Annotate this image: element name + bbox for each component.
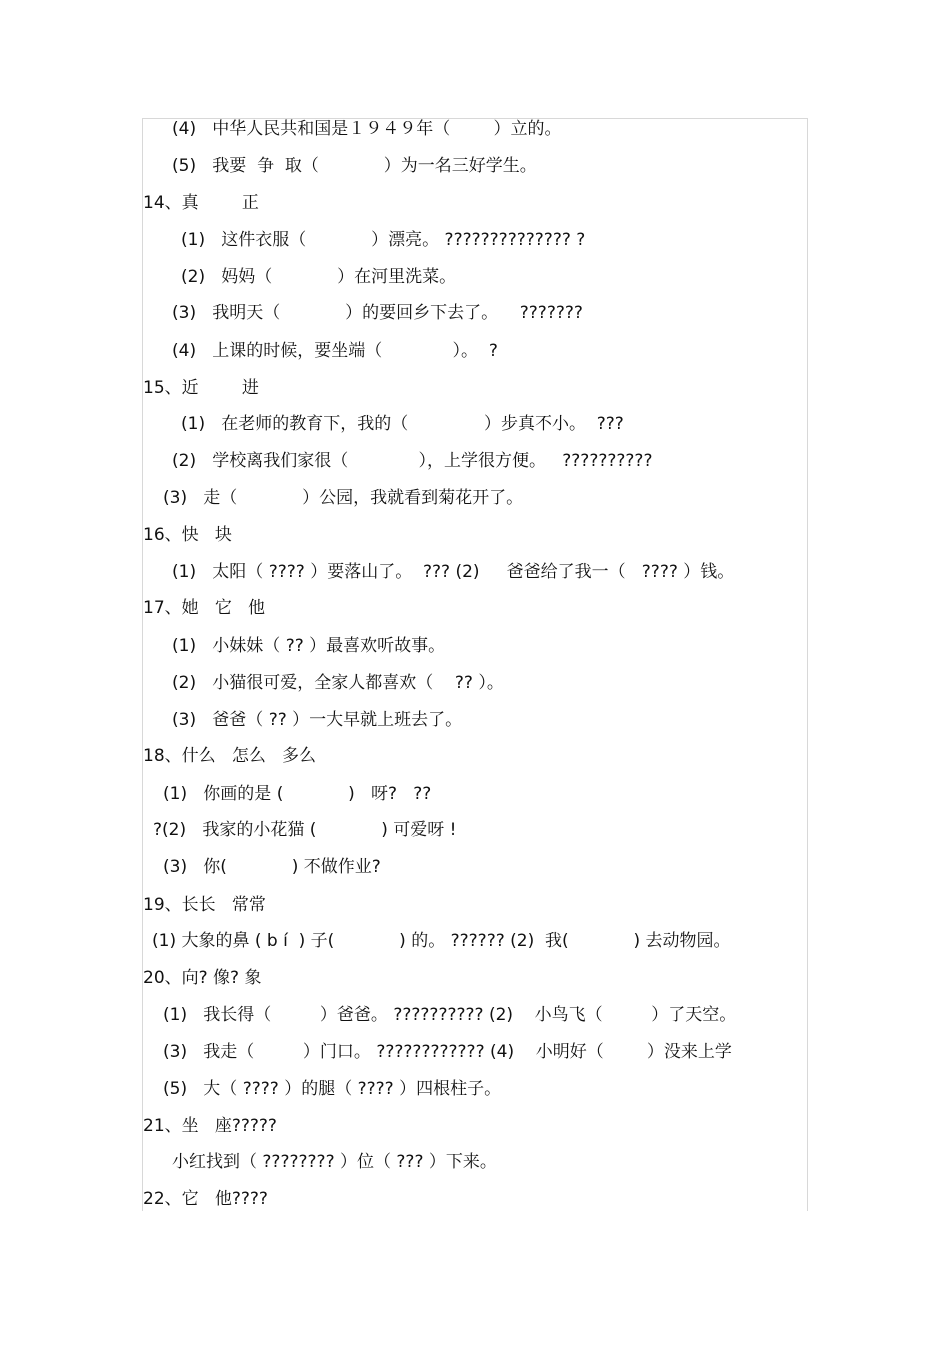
text-line: (3) 爸爸（ ?? ）一大早就上班去了。 (172, 710, 463, 730)
section-heading: 20、向? 像? 象 (143, 968, 262, 988)
text-line: (3) 走（ ）公园，我就看到菊花开了。 (163, 488, 524, 508)
text-line: (4) 中华人民共和国是１９４９年（ ）立的。 (172, 119, 562, 139)
section-heading: 14、真 正 (143, 193, 259, 213)
text-line: (1) 你画的是 ( ) 呀? ?? (163, 784, 432, 804)
text-line: (2) 学校离我们家很（ ），上学很方便。 ?????????? (172, 451, 653, 471)
section-heading: 16、快 块 (143, 525, 232, 545)
text-line: (3) 我走（ ）门口。 ???????????? (4) 小明好（ ）没来上学 (163, 1042, 732, 1062)
text-line: (1) 太阳（ ???? ）要落山了。 ??? (2) 爸爸给了我一（ ???? ）钱。 (172, 562, 735, 582)
section-heading: 22、它 他???? (143, 1189, 268, 1209)
section-heading: 19、长长 常常 (143, 895, 266, 915)
text-line: (3) 你( ) 不做作业? (163, 857, 381, 877)
text-line: (3) 我明天（ ）的要回乡下去了。 ??????? (172, 303, 583, 323)
text-line: (1) 我长得（ ）爸爸。 ?????????? (2) 小鸟飞（ ）了天空。 (163, 1005, 737, 1025)
text-line: (1) 在老师的教育下，我的（ ）步真不小。 ??? (181, 414, 624, 434)
section-heading: 15、近 进 (143, 378, 259, 398)
section-heading: 18、什么 怎么 多么 (143, 746, 317, 766)
text-line: (4) 上课的时候，要坐端（ ）。 ? (172, 341, 498, 361)
text-line: (1) 小妹妹（ ?? ）最喜欢听故事。 (172, 636, 446, 656)
text-line: (5) 我要 争 取（ ）为一名三好学生。 (172, 156, 537, 176)
text-line: ?(2) 我家的小花猫 ( ) 可爱呀 ! (153, 820, 457, 840)
section-heading: 17、她 它 他 (143, 598, 266, 618)
text-line: (2) 妈妈（ ）在河里洗菜。 (181, 267, 457, 287)
text-line: (1) 大象的鼻 ( b í ) 子( ) 的。 ?????? (2) 我( ) 去动物园。 (152, 931, 731, 951)
text-line: (2) 小猫很可爱，全家人都喜欢（ ?? ）。 (172, 673, 504, 693)
section-heading: 21、坐 座????? (143, 1116, 277, 1136)
text-line: (1) 这件衣服（ ）漂亮。 ?????????????? ? (181, 230, 586, 250)
text-line: (5) 大（ ???? ）的腿（ ???? ）四根柱子。 (163, 1079, 502, 1099)
text-line: 小红找到（ ???????? ）位（ ??? ）下来。 (172, 1152, 497, 1172)
